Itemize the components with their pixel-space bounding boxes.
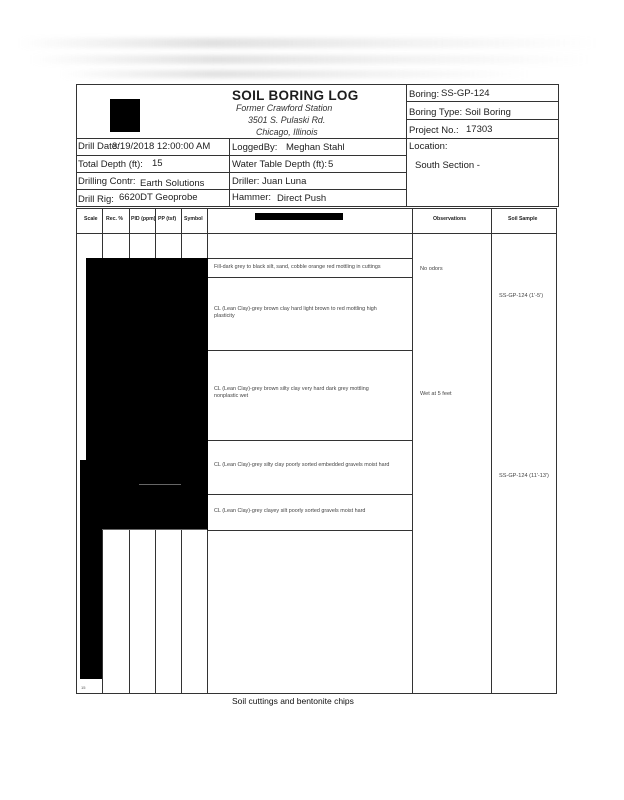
layer-rule [207, 277, 412, 278]
bleed-through-text [30, 55, 590, 64]
hammer-label: Hammer: [232, 192, 272, 203]
header-rule [76, 155, 406, 156]
layer-description: Fill-dark grey to black silt, sand, cobble orange red mottling in cuttings [214, 264, 381, 270]
location-value: South Section - [415, 160, 480, 171]
col-line [491, 208, 492, 694]
table-header-rule [76, 233, 557, 234]
redacted-logo [110, 99, 140, 132]
soil-sample-id: SS-GP-124 (1'-5') [499, 293, 544, 299]
water-table-value: 5 [328, 159, 334, 170]
redacted-log-columns [80, 460, 156, 530]
location-label: Location: [409, 141, 448, 152]
project-label: Project No.: [409, 125, 459, 136]
observation-text: No odors [420, 266, 443, 272]
drill-rig-label: Drill Rig: [78, 194, 114, 205]
redacted-description-header [255, 213, 343, 220]
layer-rule [207, 350, 412, 351]
layer-rule [207, 530, 412, 531]
redacted-log-columns [80, 525, 102, 679]
header-rule [76, 189, 406, 190]
observation-text: Wet at 5 feet [420, 391, 452, 397]
site-city: Chicago, Illinois [256, 127, 318, 137]
header-rule [76, 172, 406, 173]
header-rule [406, 119, 559, 120]
col-header-scale: Scale [84, 216, 98, 222]
drill-date-label: Drill Date: [78, 141, 120, 152]
col-header-pp: PP (tsf) [158, 216, 177, 222]
logged-by-value: Meghan Stahl [286, 142, 345, 153]
layer-rule [207, 258, 412, 259]
drill-rig-value: 6620DT Geoprobe [119, 192, 198, 203]
page-title: SOIL BORING LOG [232, 88, 359, 103]
header-divider [406, 84, 407, 207]
drilling-contr-value: Earth Solutions [140, 178, 205, 189]
col-header-symbol: Symbol [184, 216, 203, 222]
header-rule [406, 101, 559, 102]
driller-label: Driller: [232, 176, 260, 187]
driller-value: Juan Luna [262, 176, 307, 187]
bleed-through-text [60, 70, 530, 78]
hammer-value: Direct Push [277, 193, 327, 204]
boring-type-label: Boring Type: [409, 107, 463, 118]
boring-type-value: Soil Boring [465, 107, 511, 118]
header-rule [76, 138, 559, 139]
col-line [412, 208, 413, 694]
col-header-observations: Observations [433, 216, 467, 222]
total-depth-value: 15 [152, 158, 163, 169]
layer-description: CL (Lean Clay)-grey brown silty clay very hard dark grey mottling nonplastic wet [214, 386, 369, 399]
layer-rule [207, 440, 412, 441]
total-depth-label: Total Depth (ft): [78, 159, 143, 170]
layer-description: CL (Lean Clay)-grey clayey silt poorly sorted gravels moist hard [214, 508, 366, 514]
site-address: 3501 S. Pulaski Rd. [248, 115, 326, 125]
col-header-pid: PID (ppm) [131, 216, 156, 222]
drilling-contr-label: Drilling Contr: [78, 176, 136, 187]
col-header-soil-sample: Soil Sample [508, 216, 538, 222]
bleed-through-text [18, 38, 598, 48]
layer-description: CL (Lean Clay)-grey brown clay hard light brown to red mottling high plasticity [214, 306, 377, 319]
col-header-rec: Rec. % [106, 216, 124, 222]
soil-sample-id: SS-GP-124 (11'-13') [499, 473, 549, 479]
boring-label: Boring: [409, 89, 440, 100]
layer-description: CL (Lean Clay)-grey silty clay poorly sorted embedded gravels moist hard [214, 462, 390, 468]
scale-tick [102, 529, 207, 530]
backfill-note: Soil cuttings and bentonite chips [232, 696, 354, 706]
project-value: 17303 [466, 124, 493, 135]
logged-by-label: LoggedBy: [232, 142, 278, 153]
scale-end-value: 15 [81, 685, 86, 690]
scale-tick [139, 484, 181, 485]
drill-date-value: 3/19/2018 12:00:00 AM [112, 141, 211, 152]
water-table-label: Water Table Depth (ft): [232, 159, 328, 170]
boring-value: SS-GP-124 [441, 88, 490, 99]
layer-rule [207, 494, 412, 495]
site-name: Former Crawford Station [236, 103, 333, 113]
